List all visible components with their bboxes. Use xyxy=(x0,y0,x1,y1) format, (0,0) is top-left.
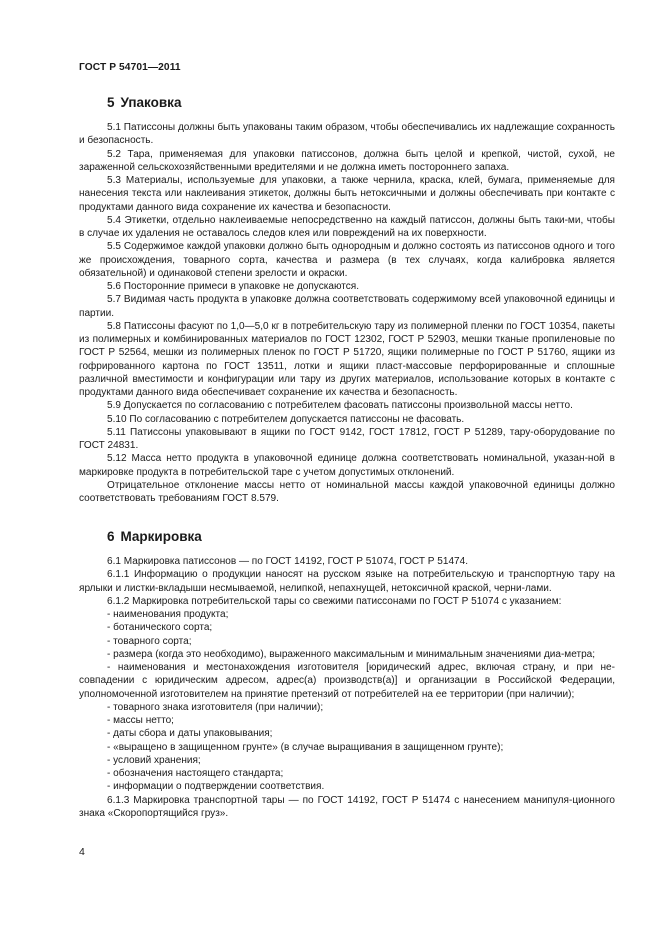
paragraph: 6.1.2 Маркировка потребительской тары со свежими патиссонами по ГОСТ Р 51074 с указанием: xyxy=(107,595,562,607)
list-item: - наименования продукта; xyxy=(107,609,229,620)
list-item: - наименования и местонахождения изготовителя [юридический адрес, включая страну, и при не-совпадении с юридическим адресом, адрес(а) производств(а)] и организации в Российской Федерации, уполномоченной изготовителем на принятие претензий от потребителей на ее территории (при наличии); xyxy=(79,662,615,700)
section-title: Маркировка xyxy=(120,529,202,544)
paragraph: 6.1.1 Информацию о продукции наносят на русском языке на потребительскую и транспортную тару на ярлыки и листки-вкладыши несмываемой, нелипкой, непахнущей, нетоксичной краской, черни-лами. xyxy=(79,569,615,594)
paragraph: 5.2 Тара, применяемая для упаковки патиссонов, должна быть целой и крепкой, чистой, сухой, не зараженной сельскохозяйственными вредителями и не должна иметь постороннего запаха. xyxy=(79,148,615,173)
section-packaging xyxy=(79,95,615,505)
paragraph: 5.1 Патиссоны должны быть упакованы таким образом, чтобы обеспечивались их надлежащие сохранность и безопасность. xyxy=(79,122,615,147)
list-item: - ботанического сорта; xyxy=(107,622,213,634)
section-number: 6 xyxy=(107,529,115,544)
list-item: - информации о подтверждении соответствия. xyxy=(107,781,325,793)
document-header: ГОСТ Р 54701—2011 xyxy=(79,62,181,73)
list-item: - массы нетто; xyxy=(107,715,174,726)
paragraph: 5.7 Видимая часть продукта в упаковке должна соответствовать содержимому всей упаковочной единицы и партии. xyxy=(79,294,615,319)
section-body xyxy=(79,121,615,505)
list-item: - товарного знака изготовителя (при наличии); xyxy=(107,701,324,713)
paragraph: 5.8 Патиссоны фасуют по 1,0—5,0 кг в потребительскую тару из полимерной пленки по ГОСТ 10354, пакеты из полимерных и комбинированных материалов по ГОСТ 12302, ГОСТ Р 52903, мешки тканые пропиленовые по ГОСТ Р 52564, мешки из полимерных пленок по ГОСТ Р 51720, ящики полимерные по ГОСТ Р 51760, ящики из гофрированного картона по ГОСТ 13511, лотки и ящики пласт-массовые перфорированные и сплошные различной вместимости и конфигурации или тару из других материалов, использование которых в контакте с продуктами данного вида обеспечивает сохранение их качества и безопасность. xyxy=(79,320,615,398)
section-body xyxy=(79,555,615,820)
list-item: - товарного сорта; xyxy=(107,635,192,647)
paragraph: 5.9 Допускается по согласованию с потребителем фасовать патиссоны произвольной массы нетто. xyxy=(107,400,573,412)
section-title: Упаковка xyxy=(120,95,182,110)
paragraph: 5.5 Содержимое каждой упаковки должно быть однородным и должно состоять из патиссонов одного и того же происхождения, товарного сорта, качества и размера (в тех случаях, когда калибровка является обязательной) и одинаковой степени зрелости и окраски. xyxy=(79,241,615,279)
list-item: - даты сбора и даты упаковывания; xyxy=(107,728,273,740)
page-number: 4 xyxy=(79,846,85,858)
paragraph: 5.11 Патиссоны упаковывают в ящики по ГОСТ 9142, ГОСТ 17812, ГОСТ Р 51289, тару-оборудование по ГОСТ 24831. xyxy=(79,426,615,451)
paragraph: 5.10 По согласованию с потребителем допускается патиссоны не фасовать. xyxy=(107,413,465,425)
list-item: - условий хранения; xyxy=(107,754,201,766)
section-heading xyxy=(107,95,615,111)
paragraph: 6.1.3 Маркировка транспортной тары — по ГОСТ 14192, ГОСТ Р 51474 с нанесением манипуля-ционного знака «Скоропортящийся груз». xyxy=(79,794,615,819)
list-item: - «выращено в защищенном грунте» (в случае выращивания в защищенном грунте); xyxy=(107,741,504,753)
section-heading xyxy=(107,529,615,545)
paragraph: 5.12 Масса нетто продукта в упаковочной единице должна соответствовать номинальной, указан-ной в маркировке продукта в потребительской таре с учетом допустимых отклонений. xyxy=(79,453,615,478)
section-number: 5 xyxy=(107,95,115,110)
paragraph: Отрицательное отклонение массы нетто от номинальной массы каждой упаковочной единицы должно соответствовать требованиям ГОСТ 8.579. xyxy=(79,479,615,504)
list-item: - размера (когда это необходимо), выраженного максимальным и минимальным значениями диа-метра; xyxy=(107,648,596,660)
section-marking xyxy=(79,529,615,820)
paragraph: 6.1 Маркировка патиссонов — по ГОСТ 14192, ГОСТ Р 51074, ГОСТ Р 51474. xyxy=(107,556,469,567)
list-item: - обозначения настоящего стандарта; xyxy=(107,768,284,779)
paragraph: 5.3 Материалы, используемые для упаковки, а также чернила, краска, клей, бумага, применяемые для нанесения текста или наклеивания этикеток, должны быть нетоксичными и должны обеспечивать при контакте с продуктами данного вида сохранение их качества и безопасности. xyxy=(79,175,615,213)
paragraph: 5.4 Этикетки, отдельно наклеиваемые непосредственно на каждый патиссон, должны быть таки-ми, чтобы в случае их удаления не оставалось следов клея или повреждений на их поверхности. xyxy=(79,214,615,239)
paragraph: 5.6 Посторонние примеси в упаковке не допускаются. xyxy=(107,281,360,292)
